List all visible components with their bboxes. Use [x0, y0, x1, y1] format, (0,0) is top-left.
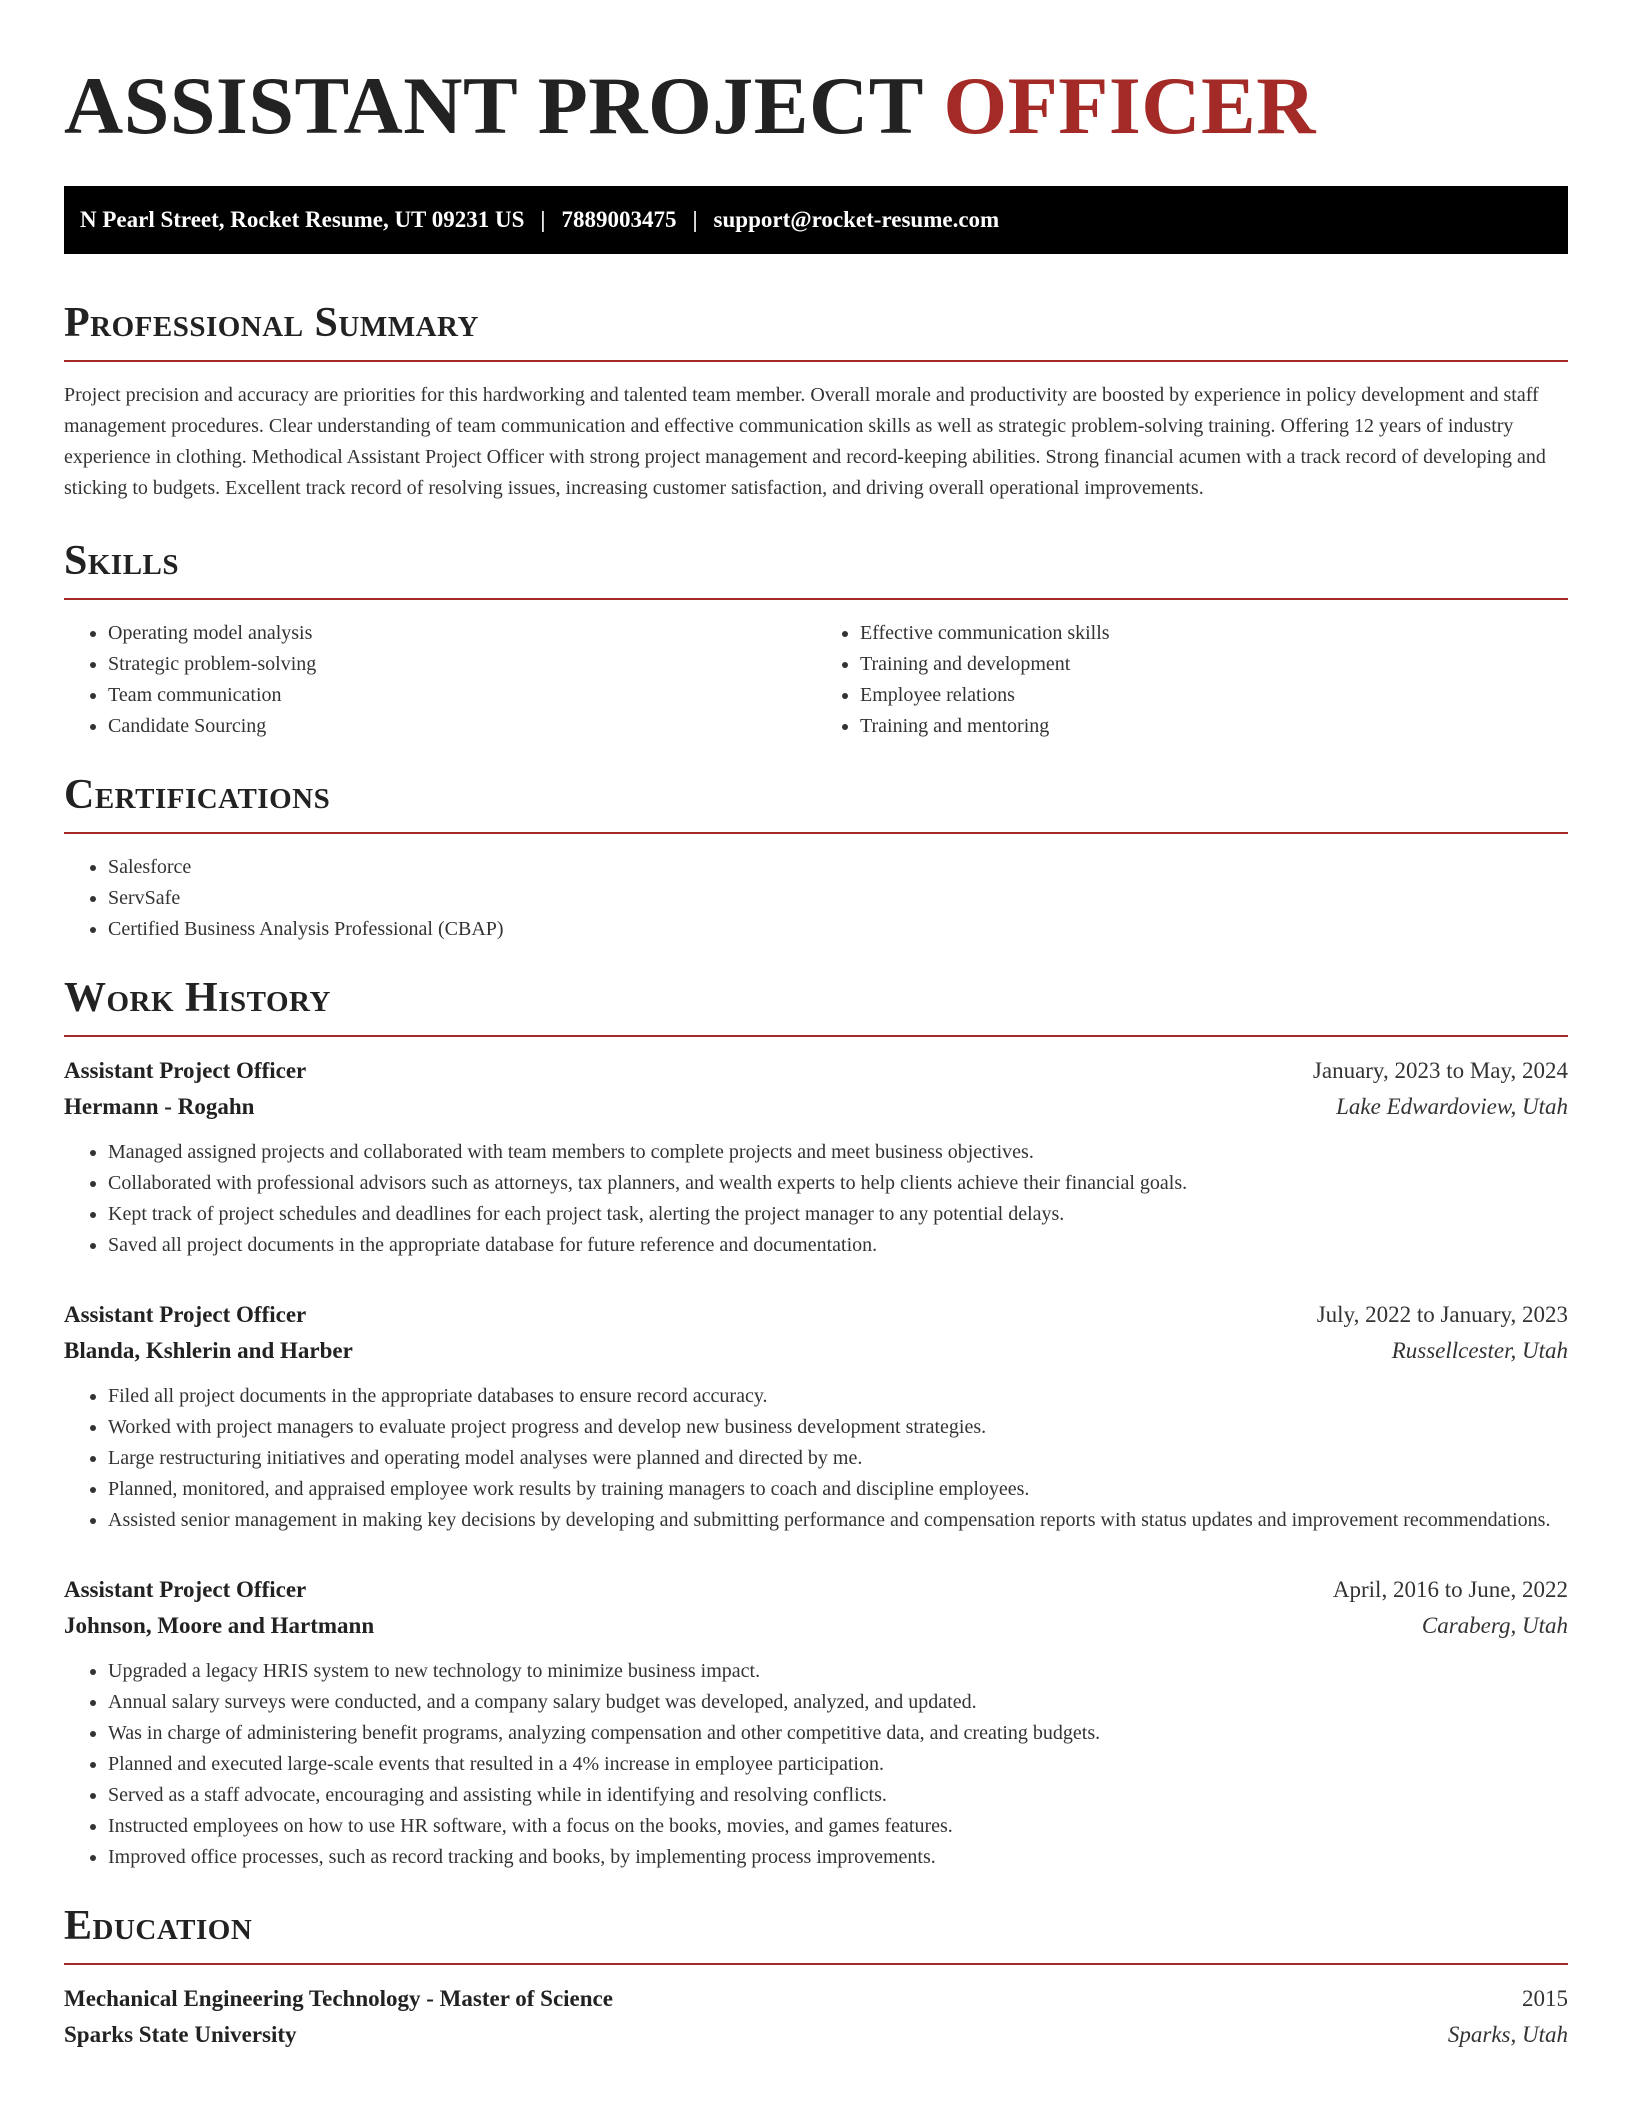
- job-bullet: • Improved office processes, such as record tracking and books, by implementing process improvements.: [108, 1842, 1568, 1873]
- job-company: Johnson, Moore and Hartmann: [64, 1613, 375, 1638]
- job-bullet: • Instructed employees on how to use HR software, with a focus on the books, movies, and games features.: [108, 1811, 1568, 1842]
- certifications-section: [64, 770, 1568, 945]
- job-header: [64, 1053, 1568, 1089]
- job-header: [64, 1572, 1568, 1608]
- job-dates: April, 2016 to June, 2022: [1332, 1577, 1568, 1602]
- job-dates: July, 2022 to January, 2023: [1316, 1302, 1568, 1327]
- contact-phone: 7889003475: [561, 207, 677, 232]
- contact-bar: [64, 186, 1568, 254]
- section-divider: [64, 1963, 1568, 1965]
- job-role: Assistant Project Officer: [64, 1058, 307, 1083]
- section-title-work-history: Work History: [64, 975, 331, 1021]
- contact-separator: |: [540, 207, 546, 232]
- education-subheader: [64, 2017, 1568, 2053]
- skills-grid: [64, 618, 1568, 742]
- section-divider: [64, 598, 1568, 600]
- job-bullet: • Saved all project documents in the appropriate database for future reference and documentation.: [108, 1230, 1568, 1261]
- job-company: Hermann - Rogahn: [64, 1094, 255, 1119]
- job-bullet: • Kept track of project schedules and deadlines for each project task, alerting the project manager to any potential delays.: [108, 1199, 1568, 1230]
- skill-item: • Effective communication skills: [860, 618, 1568, 649]
- job-bullet: • Worked with project managers to evaluate project progress and develop new business development strategies.: [108, 1412, 1568, 1443]
- job-bullet: • Planned and executed large-scale events that resulted in a 4% increase in employee participation.: [108, 1749, 1568, 1780]
- job-dates: January, 2023 to May, 2024: [1312, 1058, 1568, 1083]
- job-bullet: • Collaborated with professional advisors such as attorneys, tax planners, and wealth experts to help clients achieve their financial goals.: [108, 1168, 1568, 1199]
- section-title-certifications: Certifications: [64, 772, 331, 818]
- section-divider: [64, 1035, 1568, 1037]
- skill-item: • Training and mentoring: [860, 711, 1568, 742]
- job-bullet: • Annual salary surveys were conducted, and a company salary budget was developed, analyzed, and updated.: [108, 1687, 1568, 1718]
- job-location: Russellcester, Utah: [1391, 1338, 1568, 1363]
- contact-address: N Pearl Street, Rocket Resume, UT 09231 US: [80, 207, 525, 232]
- education-section: [64, 1901, 1568, 2053]
- work-history-section: [64, 973, 1568, 1873]
- job-subheader: [64, 1089, 1568, 1125]
- certifications-list: [64, 852, 1568, 945]
- contact-email: support@rocket-resume.com: [713, 207, 1000, 232]
- skills-list-left: [64, 618, 816, 742]
- certification-item: • Certified Business Analysis Professional (CBAP): [108, 914, 1568, 945]
- section-title-education: Education: [64, 1903, 253, 1949]
- job-role: Assistant Project Officer: [64, 1577, 307, 1602]
- section-divider: [64, 360, 1568, 362]
- education-degree: Mechanical Engineering Technology - Master of Science: [64, 1986, 613, 2011]
- contact-separator: |: [692, 207, 698, 232]
- job-header: [64, 1297, 1568, 1333]
- job-bullet: • Upgraded a legacy HRIS system to new technology to minimize business impact.: [108, 1656, 1568, 1687]
- resume-title: [64, 0, 1568, 154]
- job-bullets: [64, 1137, 1568, 1261]
- job-bullet: • Planned, monitored, and appraised employee work results by training managers to coach and discipline employees.: [108, 1474, 1568, 1505]
- skill-item: • Training and development: [860, 649, 1568, 680]
- certification-item: • ServSafe: [108, 883, 1568, 914]
- job-role: Assistant Project Officer: [64, 1302, 307, 1327]
- job-location: Caraberg, Utah: [1421, 1613, 1568, 1638]
- skill-item: • Operating model analysis: [108, 618, 816, 649]
- education-header: [64, 1981, 1568, 2017]
- title-main: ASSISTANT PROJECT: [64, 60, 923, 151]
- job-bullets: [64, 1381, 1568, 1536]
- skill-item: • Employee relations: [860, 680, 1568, 711]
- job-subheader: [64, 1608, 1568, 1644]
- education-year: 2015: [1522, 1986, 1568, 2011]
- section-title-summary: Professional Summary: [64, 300, 479, 346]
- job-entry: [64, 1053, 1568, 1261]
- education-entry: [64, 1981, 1568, 2053]
- job-company: Blanda, Kshlerin and Harber: [64, 1338, 353, 1363]
- job-bullet: • Assisted senior management in making key decisions by developing and submitting performance and compensation reports with status updates and improvement recommendations.: [108, 1505, 1568, 1536]
- job-bullet: • Was in charge of administering benefit programs, analyzing compensation and other competitive data, and creating budgets.: [108, 1718, 1568, 1749]
- education-school: Sparks State University: [64, 2022, 297, 2047]
- skills-list-right: [816, 618, 1568, 742]
- skills-section: [64, 536, 1568, 742]
- skill-item: • Team communication: [108, 680, 816, 711]
- education-location: Sparks, Utah: [1447, 2022, 1568, 2047]
- job-bullet: • Managed assigned projects and collaborated with team members to complete projects and meet business objectives.: [108, 1137, 1568, 1168]
- title-accent: OFFICER: [943, 60, 1316, 151]
- section-divider: [64, 832, 1568, 834]
- summary-section: [64, 298, 1568, 504]
- job-bullets: [64, 1656, 1568, 1873]
- job-entry: [64, 1572, 1568, 1873]
- job-bullet: • Served as a staff advocate, encouraging and assisting while in identifying and resolving conflicts.: [108, 1780, 1568, 1811]
- job-bullet: • Large restructuring initiatives and operating model analyses were planned and directed by me.: [108, 1443, 1568, 1474]
- summary-text: Project precision and accuracy are priorities for this hardworking and talented team member. Overall morale and productivity are boosted by experience in policy development and staff management procedures. Clear understanding of team communication and effective communication skills as well as strategic problem-solving training. Offering 12 years of industry experience in clothing. Methodical Assistant Project Officer with strong project management and record-keeping abilities. Strong financial acumen with a track record of developing and sticking to budgets. Excellent track record of resolving issues, increasing customer satisfaction, and driving overall operational improvements.: [64, 384, 1546, 499]
- job-subheader: [64, 1333, 1568, 1369]
- skill-item: • Strategic problem-solving: [108, 649, 816, 680]
- job-bullet: • Filed all project documents in the appropriate databases to ensure record accuracy.: [108, 1381, 1568, 1412]
- job-location: Lake Edwardoview, Utah: [1336, 1094, 1568, 1119]
- section-title-skills: Skills: [64, 538, 180, 584]
- certification-item: • Salesforce: [108, 852, 1568, 883]
- skill-item: • Candidate Sourcing: [108, 711, 816, 742]
- job-entry: [64, 1297, 1568, 1536]
